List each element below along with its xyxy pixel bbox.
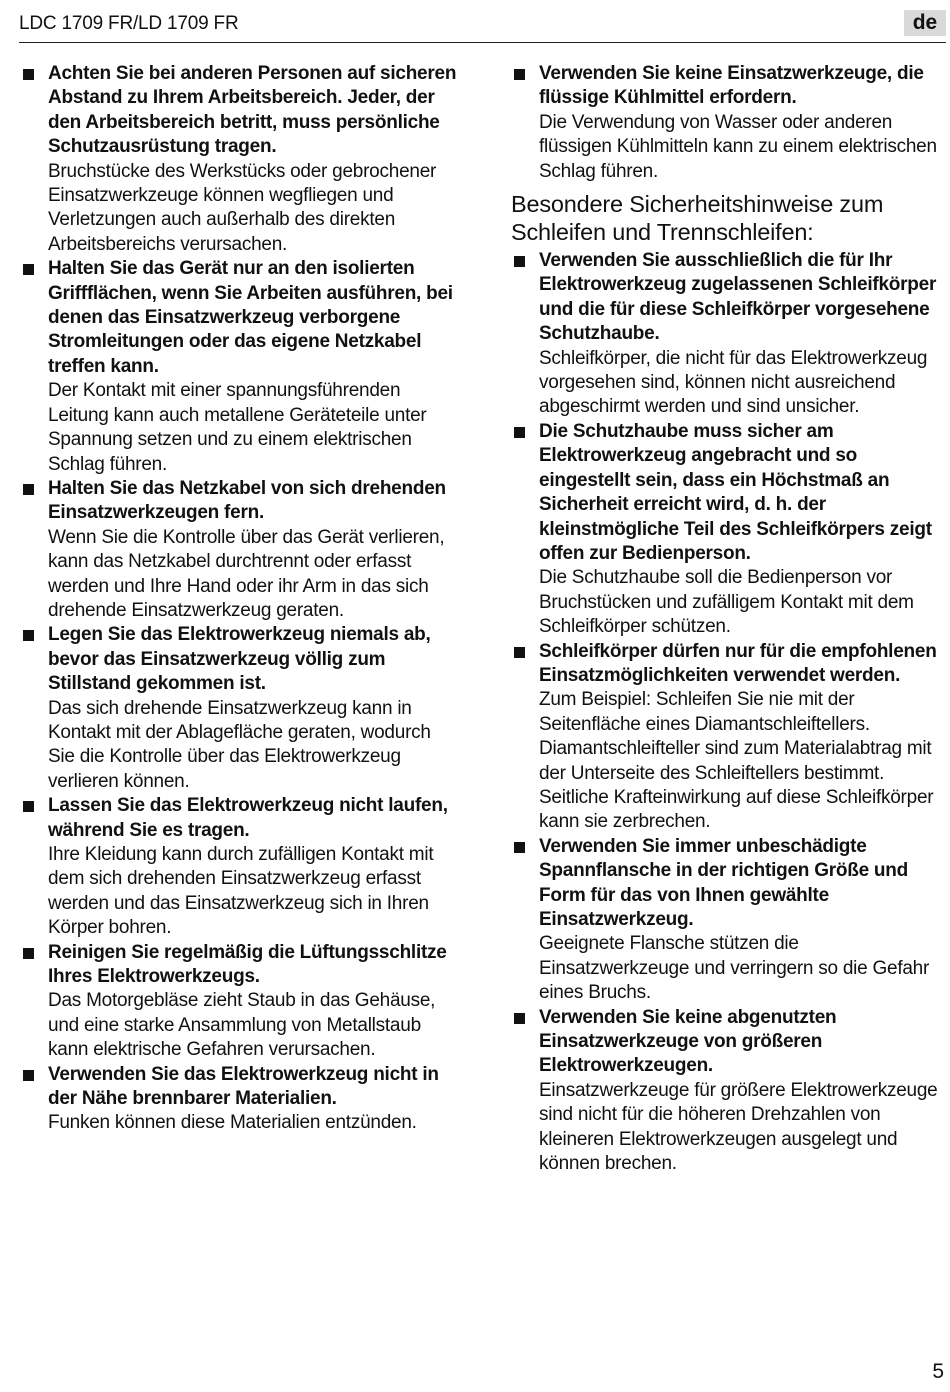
item-body: Funken können diese Materialien entzünden.	[48, 1112, 417, 1134]
list-item	[511, 640, 947, 835]
square-bullet-icon	[23, 630, 34, 641]
document-title: LDC 1709 FR/LD 1709 FR	[19, 13, 239, 34]
list-item	[511, 62, 947, 184]
square-bullet-icon	[23, 801, 34, 812]
square-bullet-icon	[23, 484, 34, 495]
square-bullet-icon	[23, 948, 34, 959]
list-item	[20, 257, 460, 477]
right-column	[511, 62, 947, 1176]
item-title: Verwenden Sie keine abgenutzten Einsatzwerkzeuge von größeren Elektrowerkzeugen.	[539, 1006, 837, 1077]
list-item	[20, 1063, 460, 1136]
square-bullet-icon	[23, 1070, 34, 1081]
square-bullet-icon	[514, 69, 525, 80]
item-body: Die Schutzhaube soll die Bedienperson vor Bruchstücken und zufälligem Kontakt mit dem Schleifkörper schützen.	[539, 567, 914, 638]
square-bullet-icon	[514, 647, 525, 658]
item-body: Das sich drehende Einsatzwerkzeug kann in Kontakt mit der Ablagefläche geraten, wodurch Sie die Kontrolle über das Elektrowerkzeug verlieren können.	[48, 697, 431, 792]
item-title: Reinigen Sie regelmäßig die Lüftungsschlitze Ihres Elektrowerkzeugs.	[48, 941, 447, 988]
square-bullet-icon	[23, 264, 34, 275]
list-item	[511, 1006, 947, 1177]
item-body: Ihre Kleidung kann durch zufälligen Kontakt mit dem sich drehenden Einsatzwerkzeug erfasst werden und das Einsatzwerkzeug sich in Ihren Körper bohren.	[48, 844, 434, 939]
item-body: Schleifkörper, die nicht für das Elektrowerkzeug vorgesehen sind, können nicht ausreichend abgeschirmt werden und sind unsicher.	[539, 347, 928, 418]
square-bullet-icon	[514, 1013, 525, 1024]
list-item	[20, 477, 460, 623]
item-title: Halten Sie das Gerät nur an den isolierten Griffflächen, wenn Sie Arbeiten ausführen, bei denen das Einsatzwerkzeug verborgene Stromleitungen oder das eigene Netzkabel treffen kann.	[48, 258, 453, 377]
square-bullet-icon	[514, 427, 525, 438]
square-bullet-icon	[23, 69, 34, 80]
item-body: Die Verwendung von Wasser oder anderen flüssigen Kühlmitteln kann zu einem elektrischen Schlag führen.	[539, 111, 937, 182]
item-body: Einsatzwerkzeuge für größere Elektrowerkzeuge sind nicht für die höheren Drehzahlen von kleineren Elektrowerkzeugen ausgelegt und können brechen.	[539, 1079, 938, 1175]
list-item	[511, 420, 947, 640]
list-item	[20, 794, 460, 940]
page-number: 5	[932, 1360, 944, 1383]
left-column	[20, 62, 460, 1136]
item-body: Zum Beispiel: Schleifen Sie nie mit der Seitenfläche eines Diamantschleiftellers. Diamantschleifteller sind zum Materialabtrag mit der Unterseite des Schleiftellers bestimmt. Seitliche Krafteinwirkung auf diese Schleifkörper kann sie zerbrechen.	[539, 689, 934, 833]
list-item	[20, 941, 460, 1063]
language-badge: de	[904, 10, 946, 36]
item-body: Das Motorgebläse zieht Staub in das Gehäuse, und eine starke Ansammlung von Metallstaub kann elektrische Gefahren verursachen.	[48, 990, 436, 1061]
item-body: Bruchstücke des Werkstücks oder gebrochener Einsatzwerkzeuge können wegfliegen und Verletzungen auch außerhalb des direkten Arbeitsbereichs verursachen.	[48, 160, 437, 255]
list-item	[511, 249, 947, 420]
list-item	[20, 62, 460, 257]
section-heading: Besondere Sicherheitshinweise zum Schleifen und Trennschleifen:	[511, 191, 884, 246]
square-bullet-icon	[514, 256, 525, 267]
item-title: Legen Sie das Elektrowerkzeug niemals ab, bevor das Einsatzwerkzeug völlig zum Stillstand gekommen ist.	[48, 624, 431, 695]
item-body: Wenn Sie die Kontrolle über das Gerät verlieren, kann das Netzkabel durchtrennt oder erfasst werden und Ihre Hand oder ihr Arm in das sich drehende Einsatzwerkzeug geraten.	[48, 526, 445, 621]
item-title: Schleifkörper dürfen nur für die empfohlenen Einsatzmöglichkeiten verwendet werden.	[539, 640, 937, 686]
item-body: Der Kontakt mit einer spannungsführenden Leitung kann auch metallene Geräteteile unter Spannung setzen und zu einem elektrischen Schlag führen.	[48, 380, 427, 475]
list-item	[20, 623, 460, 794]
list-item	[511, 835, 947, 1006]
item-title: Verwenden Sie das Elektrowerkzeug nicht in der Nähe brennbarer Materialien.	[48, 1063, 439, 1110]
item-title: Halten Sie das Netzkabel von sich drehenden Einsatzwerkzeugen fern.	[48, 477, 446, 524]
page-header	[19, 10, 946, 43]
item-title: Achten Sie bei anderen Personen auf sicheren Abstand zu Ihrem Arbeitsbereich. Jeder, der den Arbeitsbereich betritt, muss persönliche Schutzausrüstung tragen.	[48, 63, 457, 158]
square-bullet-icon	[514, 842, 525, 853]
item-title: Verwenden Sie ausschließlich die für Ihr Elektrowerkzeug zugelassenen Schleifkörper und die für diese Schleifkörper vorgesehene Schutzhaube.	[539, 250, 937, 345]
item-title: Verwenden Sie keine Einsatzwerkzeuge, die flüssige Kühlmittel erfordern.	[539, 63, 924, 109]
item-title: Verwenden Sie immer unbeschädigte Spannflansche in der richtigen Größe und Form für das von Ihnen gewählte Einsatzwerkzeug.	[539, 835, 908, 930]
item-body: Geeignete Flansche stützen die Einsatzwerkzeuge und verringern so die Gefahr eines Bruchs.	[539, 933, 930, 1004]
item-title: Die Schutzhaube muss sicher am Elektrowerkzeug angebracht und so eingestellt sein, dass ein Höchstmaß an Sicherheit erreicht wird, d. h. der kleinstmögliche Teil des Schleifkörpers zeigt offen zur Bedienperson.	[539, 420, 932, 564]
item-title: Lassen Sie das Elektrowerkzeug nicht laufen, während Sie es tragen.	[48, 795, 448, 841]
